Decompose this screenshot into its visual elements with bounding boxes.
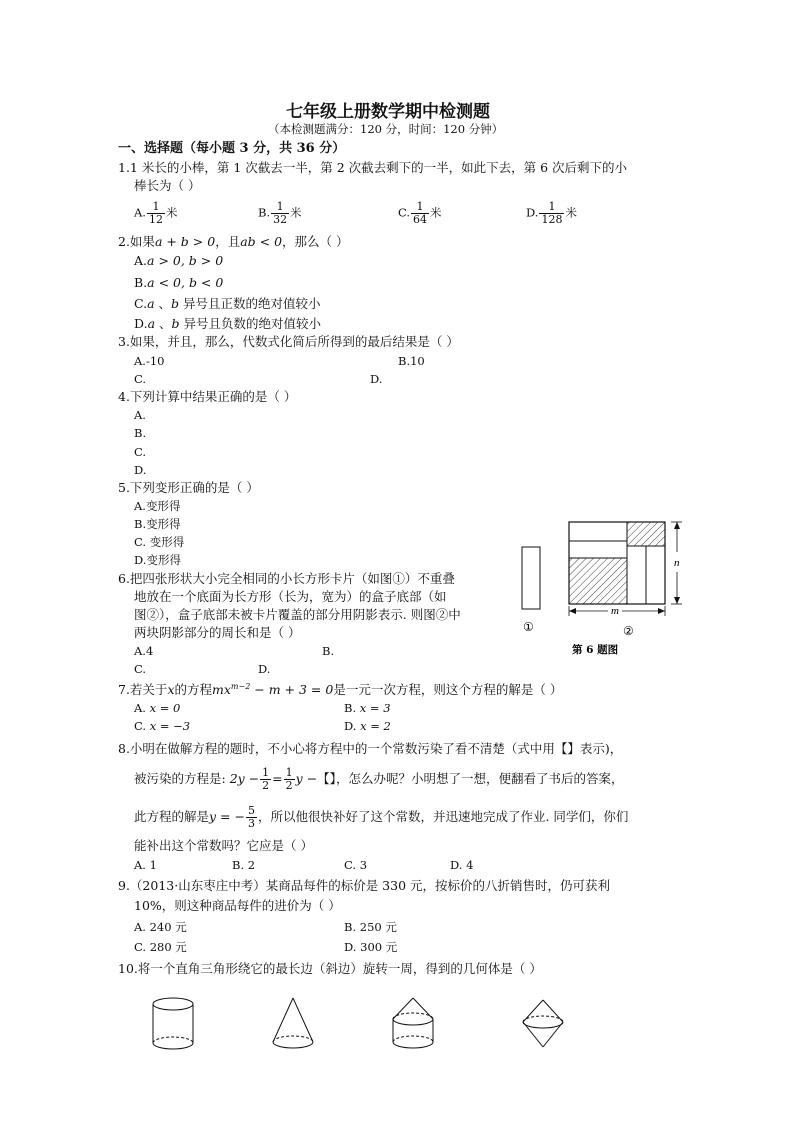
q4-stem: 4.下列计算中结果正确的是（ ）: [118, 389, 297, 404]
q1-option-c: C. $\frac{1}{64}$ 米: [398, 200, 442, 226]
q9-option-c: C. 280 元: [134, 940, 187, 954]
q2-option-c: C.a 、b 异号且正数的绝对值较小: [134, 296, 321, 311]
q8-stem-line2: 被污染的方程是: 2y − $\frac{1}{2}$ = $\frac{1}{2}$ y −【】，怎么办呢？小明想了一想，便翻看了书后的答案，: [134, 766, 624, 792]
q8-option-a: A. 1: [134, 858, 157, 872]
q5-option-d: D.变形得: [134, 553, 181, 567]
q4-option-d: D.: [134, 463, 147, 477]
q1-option-a: A. $\frac{1}{12}$ 米: [134, 200, 178, 226]
q7-option-c: C. x = −3: [134, 719, 191, 733]
q9-stem-line1: 9.（2013·山东枣庄中考）某商品每件的标价是 330 元，按标价的八折销售时，仍可获利: [118, 878, 611, 893]
figure-2-label: ②: [623, 624, 634, 638]
cone-figure: [268, 995, 318, 1055]
q8-option-b: B. 2: [232, 858, 256, 872]
q7-stem: 7.若关于x的方程$mx^{m-2} - m + 3 = 0$是一元一次方程，则这个方程的解是（ ）: [118, 682, 563, 698]
q7-option-a: A. x = 0: [134, 701, 181, 715]
q3-option-d: D.: [370, 372, 383, 386]
q8-option-c: C. 3: [344, 858, 368, 872]
q6-stem-line4: 两块阴影部分的周长和是（ ）: [134, 625, 301, 640]
q9-option-a: A. 240 元: [134, 920, 187, 934]
q5-option-b: B.变形得: [134, 517, 181, 531]
q4-option-c: C.: [134, 445, 147, 459]
figure-1-label: ①: [523, 620, 534, 634]
q5-option-a: A.变形得: [134, 499, 181, 513]
shaded-region-bottom: [569, 558, 627, 604]
q6-figure: [510, 514, 690, 659]
q8-stem-line1: 8.小明在做解方程的题时，不小心将方程中的一个常数污染了看不清楚（式中用【】表示)，: [118, 741, 623, 756]
q3-option-a: A.-10: [134, 354, 165, 368]
q8-option-d: D. 4: [450, 858, 474, 872]
q4-option-b: B.: [134, 426, 147, 440]
q2-option-a: A.a > 0, b > 0: [134, 253, 224, 268]
q3-stem: 3.如果，并且，那么，代数式化简后所得到的最后结果是（ ）: [118, 334, 459, 349]
q8-stem-line3: 此方程的解是y = − $\frac{5}{3}$ ，所以他很快补好了这个常数，并迅速地完成了作业. 同学们，你们: [134, 804, 629, 830]
card-rectangle: [522, 547, 540, 609]
section-heading: 一、选择题（每小题 3 分，共 36 分）: [118, 141, 346, 156]
q5-option-c: C. 变形得: [134, 535, 185, 549]
q8-stem-line4: 能补出这个常数吗？它应是（ ）: [134, 838, 313, 853]
q7-option-d: D. x = 2: [344, 719, 391, 733]
figure-caption: 第 6 题图: [572, 644, 619, 656]
q9-option-d: D. 300 元: [344, 940, 398, 954]
q6-option-a: A.4: [134, 644, 154, 658]
q6-stem-line3: 图②），盒子底部未被卡片覆盖的部分用阴影表示. 则图②中: [134, 607, 461, 622]
q9-stem-line2: 10%，则这种商品每件的进价为（ ）: [134, 898, 341, 913]
q4-option-a: A.: [134, 408, 146, 422]
q1-option-d: D. $\frac{1}{128}$ 米: [526, 200, 577, 226]
q1-stem-line2: 棒长为（ ）: [134, 178, 201, 193]
dimension-n-label: n: [674, 557, 680, 569]
shaded-region-top: [627, 522, 665, 546]
q1-stem-line1: 1.1 米长的小棒，第 1 次截去一半，第 2 次截去剩下的一半，如此下去，第 6 次后剩下的小: [118, 160, 628, 175]
double-cone-figure: [518, 995, 568, 1055]
q6-option-b: B.: [322, 644, 335, 658]
q6-stem-line2: 地放在一个底面为长方形（长为，宽为）的盒子底部（如: [134, 589, 447, 604]
dimension-m-label: m: [611, 605, 619, 617]
q1-option-b: B. $\frac{1}{32}$ 米: [258, 200, 302, 226]
q9-option-b: B. 250 元: [344, 920, 397, 934]
q6-option-c: C.: [134, 662, 147, 676]
q3-option-b: B.10: [398, 354, 425, 368]
q10-stem: 10.将一个直角三角形绕它的最长边（斜边）旋转一周，得到的几何体是（ ）: [118, 961, 542, 976]
q2-option-b: B.a < 0, b < 0: [134, 275, 224, 290]
q7-option-b: B. x = 3: [344, 701, 391, 715]
cylinder-figure: [148, 995, 198, 1055]
q2-option-d: D.a 、b 异号且负数的绝对值较小: [134, 316, 321, 331]
cone-on-cylinder-figure: [388, 995, 438, 1055]
exam-info: （本检测题满分：120 分，时间：120 分钟）: [268, 122, 504, 136]
q5-stem: 5.下列变形正确的是（ ）: [118, 480, 259, 495]
q6-stem-line1: 6.把四张形状大小完全相同的小长方形卡片（如图①）不重叠: [118, 571, 455, 586]
q6-option-d: D.: [258, 662, 271, 676]
q3-option-c: C.: [134, 372, 147, 386]
q2-stem: 2.如果a + b > 0，且ab < 0，那么（ ）: [118, 234, 349, 249]
page-title: 七年级上册数学期中检测题: [286, 102, 490, 122]
